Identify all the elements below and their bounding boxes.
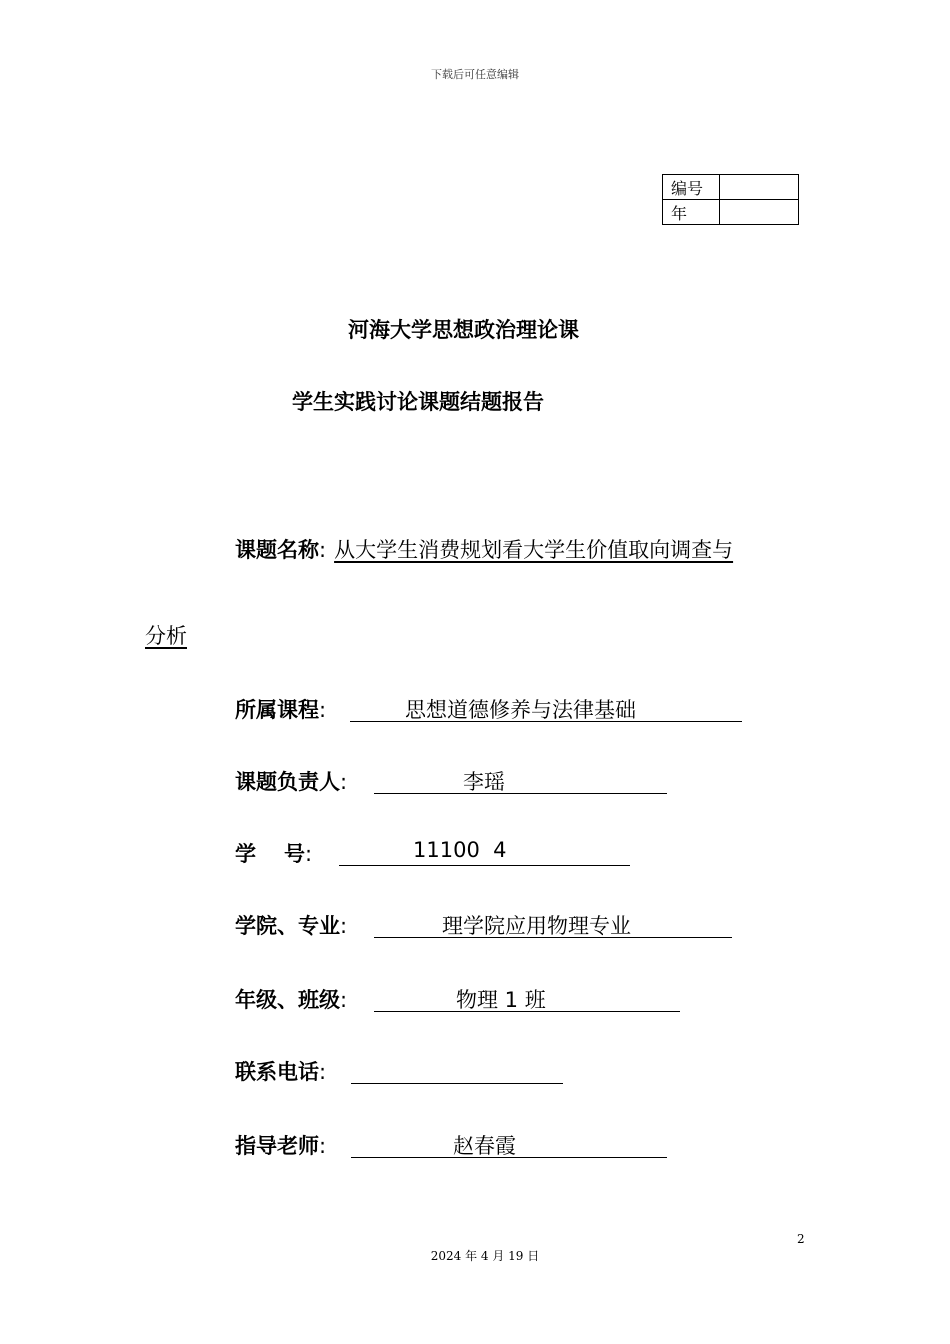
topic-value-line-2: 分析	[145, 624, 187, 648]
leader-value: 李瑶	[463, 770, 505, 794]
advisor-colon: :	[319, 1134, 327, 1158]
number-label: 编号	[663, 175, 720, 200]
topic-value-line-1: 从大学生消费规划看大学生价值取向调查与	[334, 538, 734, 562]
footer-date: 2024 年 4 月 19 日	[430, 1249, 540, 1263]
code-row-year	[663, 200, 799, 225]
grade-class-colon: :	[340, 988, 348, 1012]
phone-underline	[351, 1083, 563, 1084]
leader-underline	[374, 793, 667, 794]
year-value	[720, 200, 799, 225]
code-table	[662, 174, 799, 225]
college-major-value: 理学院应用物理专业	[442, 914, 631, 938]
title-line-1: 河海大学思想政治理论课	[348, 318, 579, 342]
student-id-colon: :	[305, 842, 313, 866]
year-label: 年	[663, 200, 720, 225]
topic-colon: :	[319, 538, 327, 562]
grade-class-value: 物理 1 班	[456, 988, 546, 1012]
course-value: 思想道德修养与法律基础	[405, 698, 636, 722]
course-colon: :	[319, 698, 327, 722]
leader-colon: :	[340, 770, 348, 794]
header-note: 下载后可任意编辑	[431, 68, 519, 81]
topic-label: 课题名称	[235, 538, 319, 562]
student-id-label-part-2: 号	[284, 842, 305, 866]
college-major-colon: :	[340, 914, 348, 938]
course-label: 所属课程	[235, 698, 319, 722]
advisor-label: 指导老师	[235, 1134, 319, 1158]
leader-label: 课题负责人	[235, 770, 340, 794]
page-number: 2	[797, 1232, 805, 1246]
student-id-label-part-1: 学	[235, 842, 256, 866]
student-id-underline	[339, 865, 630, 866]
phone-label: 联系电话	[235, 1060, 319, 1084]
code-row-number	[663, 175, 799, 200]
grade-class-label: 年级、班级	[235, 988, 340, 1012]
advisor-value: 赵春霞	[453, 1134, 516, 1158]
phone-colon: :	[319, 1060, 327, 1084]
topic-field	[235, 534, 733, 564]
college-major-label: 学院、专业	[235, 914, 340, 938]
student-id-value: 11100 4	[413, 838, 507, 862]
title-line-2: 学生实践讨论课题结题报告	[292, 390, 544, 414]
number-value	[720, 175, 799, 200]
